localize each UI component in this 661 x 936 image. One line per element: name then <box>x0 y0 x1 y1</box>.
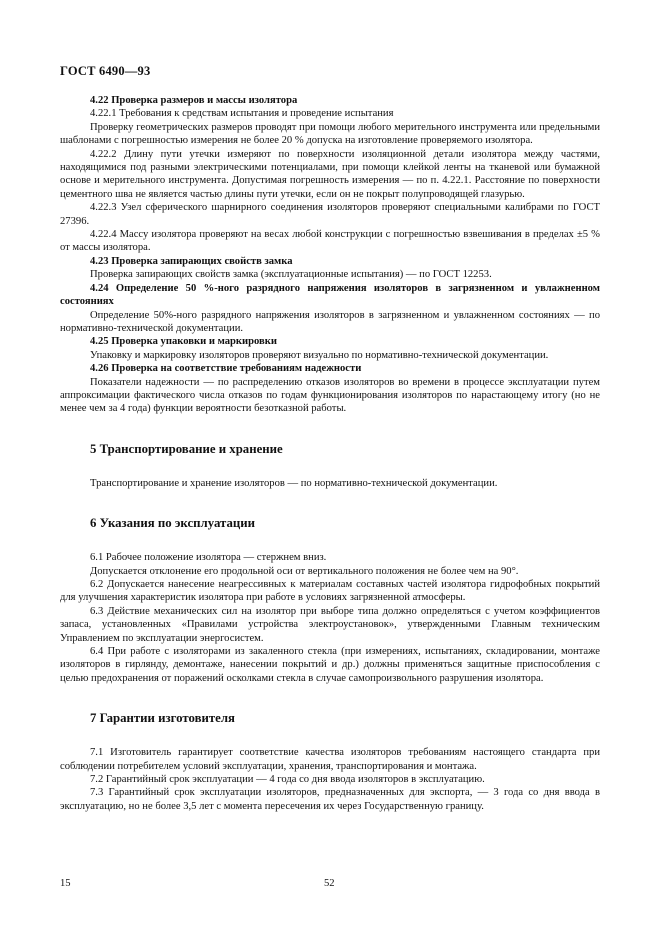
heading-section-5: 5 Транспортирование и хранение <box>90 441 283 456</box>
para-4-24: Определение 50%-ного разрядного напряжения изоляторов в загрязненном и увлажненном состояниях — по нормативно-технической документации. <box>60 309 600 334</box>
para-4-22-1: 4.22.1 Требования к средствам испытания и проведение испытания <box>90 108 394 120</box>
para-6-1b: Допускается отклонение его продольной оси от вертикального положения не более чем на 90°. <box>90 565 519 577</box>
para-7-2: 7.2 Гарантийный срок эксплуатации — 4 года со дня ввода изоляторов в эксплуатацию. <box>90 774 485 786</box>
document-code: ГОСТ 6490—93 <box>60 64 151 78</box>
heading-section-6: 6 Указания по эксплуатации <box>90 516 255 531</box>
para-4-22-4: 4.22.4 Массу изолятора проверяют на весах любой конструкции с погрешностью взвешивания в пределах ±5 % от массы изолятора. <box>60 229 600 254</box>
para-4-25: Упаковку и маркировку изоляторов проверяют визуально по нормативно-технической документации. <box>90 349 549 361</box>
heading-4-23: 4.23 Проверка запирающих свойств замка <box>90 255 293 267</box>
spacer <box>60 416 600 442</box>
page-number-left: 15 <box>60 878 71 889</box>
spacer <box>60 490 600 516</box>
spacer <box>60 531 600 551</box>
para-6-3: 6.3 Действие механических сил на изолятор при выборе типа должно определяться с учетом коэффициентов запаса, установленных «Правилами устройства электроустановок», утвержденными Главным техническим Управлением по эксплуатации энергосистем. <box>60 605 600 644</box>
heading-4-22: 4.22 Проверка размеров и массы изолятора <box>90 95 298 106</box>
para-6-1: 6.1 Рабочее положение изолятора — стержнем вниз. <box>90 552 327 564</box>
spacer <box>60 457 600 477</box>
spacer <box>60 726 600 746</box>
para-6-4: 6.4 При работе с изоляторами из закаленного стекла (при измерениях, испытаниях, складировании, монтаже изоляторов в гирлянду, демонтаже, нанесении покрытий и др.) должны применяться защитные приспособления с целью предохранения от поражений осколками стекла в случае самопроизвольного разрушения изолятора. <box>60 646 600 684</box>
page-number-center: 52 <box>324 878 335 889</box>
para-5: Транспортирование и хранение изоляторов — по нормативно-технической документации. <box>90 477 498 489</box>
para-4-22-1-text: Проверку геометрических размеров проводят при помощи любого мерительного инструмента или предельными шаблонами с погрешностью измерения не более 20 % допуска на изготовление проверяемого изолятора. <box>60 121 600 147</box>
para-4-26: Показатели надежности — по распределению отказов изоляторов во времени в процессе эксплуатации путем аппроксимации фактического числа отказов по годам функционирования изоляторов по нарастающему итогу (но не менее чем за 4 года) функции вероятности безотказной работы. <box>60 376 600 415</box>
heading-4-26: 4.26 Проверка на соответствие требованиям надежности <box>90 363 362 375</box>
para-4-22-2: 4.22.2 Длину пути утечки измеряют по поверхности изоляционной детали изолятора между частями, находящимися под разными электрическими потенциалами, при помощи клейкой ленты на тканевой или бумажной основе и мерительного инструмента. Допустимая погрешность измерения — по п. 4.22.1. Расстояние по поверхности цементного шва не является частью длины пути утечки, если он не покрыт полупроводящей глазурью. <box>60 148 600 200</box>
para-7-1: 7.1 Изготовитель гарантирует соответствие качества изоляторов требованиям настоящего стандарта при соблюдении потребителем условий эксплуатации, хранения, транспортирования и монтажа. <box>60 747 600 772</box>
para-7-3: 7.3 Гарантийный срок эксплуатации изоляторов, предназначенных для экспорта, — 3 года со дня ввода в эксплуатацию, но не более 3,5 лет с момента пересечения их через Государственную границу. <box>60 787 600 812</box>
heading-section-7: 7 Гарантии изготовителя <box>90 711 235 726</box>
document-body <box>60 94 600 813</box>
heading-4-24: 4.24 Определение 50 %-ного разрядного напряжения изоляторов в загрязненном и увлажненном состояниях <box>60 282 600 308</box>
spacer <box>60 685 600 711</box>
para-4-23: Проверка запирающих свойств замка (эксплуатационные испытания) — по ГОСТ 12253. <box>90 269 492 281</box>
para-4-22-3: 4.22.3 Узел сферического шарнирного соединения изоляторов проверяют специальными калибрами по ГОСТ 27396. <box>60 202 600 227</box>
heading-4-25: 4.25 Проверка упаковки и маркировки <box>90 336 277 348</box>
para-6-2: 6.2 Допускается нанесение неагрессивных к материалам составных частей изолятора гидрофобных покрытий для улучшения характеристик изолятора при работе в условиях загрязненной атмосферы. <box>60 578 600 604</box>
